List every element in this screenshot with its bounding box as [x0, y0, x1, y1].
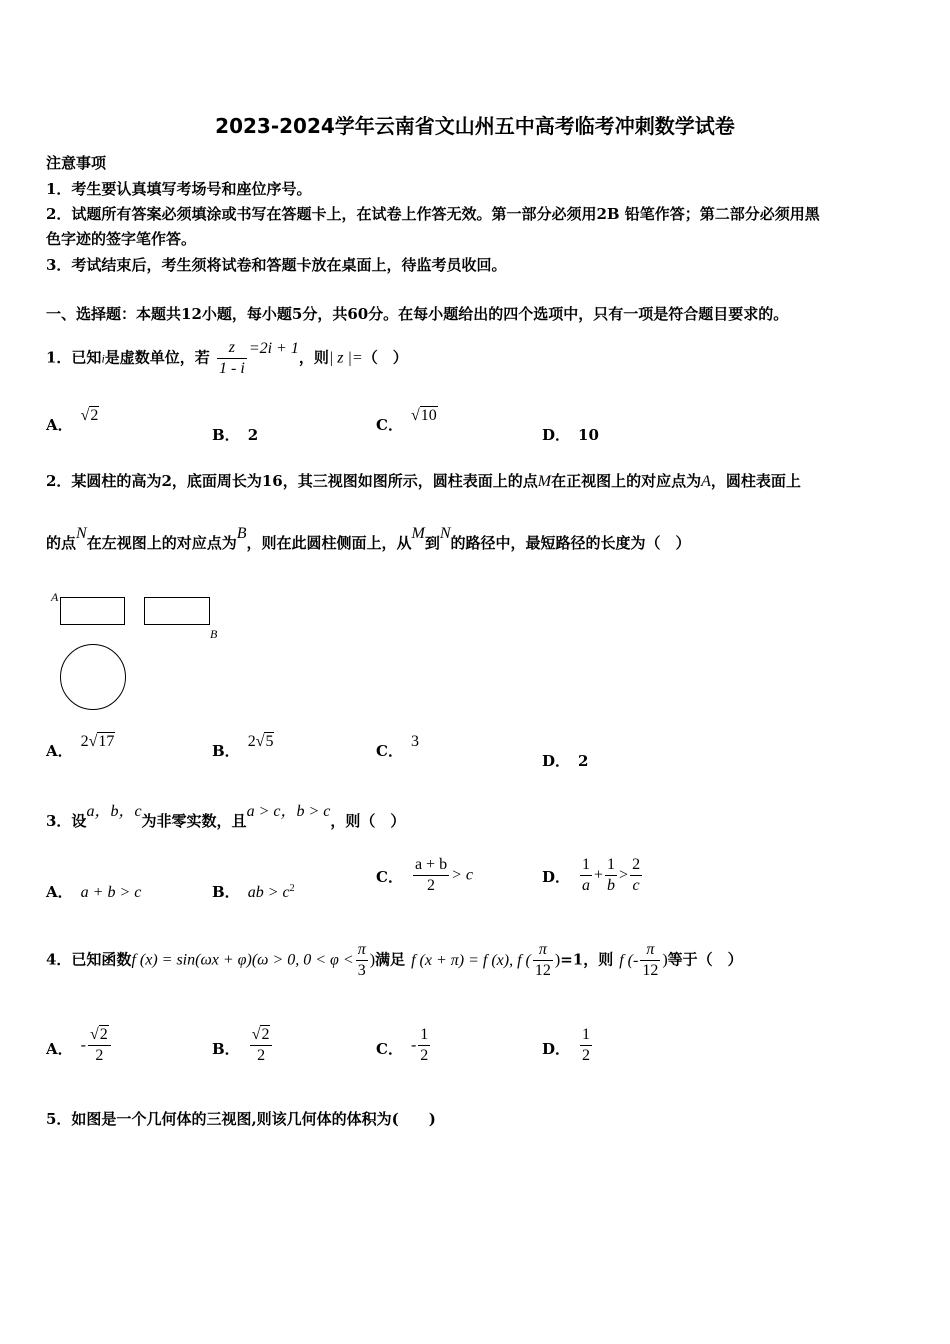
side-view-rect	[144, 597, 210, 625]
q1-equation: =2i + 1	[248, 339, 299, 357]
question-3: 3．设a，b，c为非零实数，且a > c，b > c，则（ ）	[46, 803, 406, 830]
notice-item-2: 2．试题所有答案必须填涂或书写在答题卡上，在试卷上作答无效。第一部分必须用2B 铅笔作答；第二部分必须用黑	[46, 205, 820, 223]
q1-post2: （ ）	[362, 348, 408, 367]
q1-mid: 是虚数单位，若	[104, 348, 210, 367]
q2-option-b[interactable]: B．2√5	[212, 733, 274, 760]
notice-item-3: 3．考试结束后，考生须将试卷和答题卡放在桌面上，待监考员收回。	[46, 256, 507, 274]
q3-option-a[interactable]: A． a + b > c	[46, 883, 142, 901]
q2-option-d[interactable]: D． 2	[542, 752, 589, 770]
question-5: 5．如图是一个几何体的三视图,则该几何体的体积为( )	[46, 1110, 436, 1128]
q1-pre: 1．已知	[46, 348, 102, 367]
page-title: 2023-2024学年云南省文山州五中高考临考冲刺数学试卷	[215, 114, 735, 138]
notice-heading: 注意事项	[46, 154, 107, 172]
q1-abs-z: | z |=	[328, 349, 363, 367]
q4-option-b[interactable]: B． $\frac{√2}{2}$	[212, 1025, 274, 1066]
figure-label-b: B	[210, 627, 218, 641]
q2-option-c[interactable]: C．3	[376, 733, 419, 760]
q4-option-c[interactable]: C． - $\frac{1}{2}$	[376, 1026, 429, 1064]
question-2-line-1: 2．某圆柱的高为2，底面周长为16，其三视图如图所示，圆柱表面上的点M在正视图上的对应点为A，圆柱表面上	[46, 472, 801, 490]
figure-label-a: A	[51, 590, 59, 604]
notice-item-1: 1．考生要认真填写考场号和座位序号。	[46, 180, 312, 198]
q2-option-a[interactable]: A．2√17	[46, 733, 115, 760]
q1-option-d[interactable]: D． 10	[542, 426, 599, 444]
section-heading: 一、选择题：本题共12小题，每小题5分，共60分。在每小题给出的四个选项中，只有一项是符合题目要求的。	[46, 305, 789, 323]
front-view-rect	[60, 597, 125, 625]
question-4: 4．已知函数f (x) = sin(ωx + φ)(ω > 0, 0 < φ < $\frac{\pi}{3}$ )满足 f (x + π) = f (x), f ( $\frac{\pi}{12}$ )=1，则 f (- $\frac{\pi}{12}$ )等于（ ）	[46, 941, 743, 979]
q1-option-b[interactable]: B． 2	[212, 426, 259, 444]
q1-option-a[interactable]: A．√2	[46, 407, 99, 434]
question-2-line-2: 的点N在左视图上的对应点为B，则在此圆柱侧面上，从M到N的路径中，最短路径的长度为（ ）	[46, 525, 691, 552]
q3-option-b[interactable]: B． ab > $c^2$	[212, 883, 295, 901]
q4-option-a[interactable]: A． - $\frac{√2}{2}$	[46, 1025, 113, 1066]
q1-option-c[interactable]: C．√10	[376, 407, 437, 434]
notice-item-2-cont: 色字迹的签字笔作答。	[46, 230, 197, 248]
q3-option-c[interactable]: C． $\frac{a + b}{2}$ > c	[376, 856, 473, 894]
question-1	[46, 338, 408, 379]
q4-option-d[interactable]: D． $\frac{1}{2}$	[542, 1026, 591, 1064]
top-view-circle	[60, 644, 126, 710]
q1-fraction: $\frac{z}{1 - i}$	[219, 339, 245, 377]
q1-post1: ，则	[298, 348, 329, 367]
q3-option-d[interactable]: D． $\frac{1}{a}$ + $\frac{1}{b}$ > $\frac{2}{c}$	[542, 856, 641, 894]
q1-i: i	[101, 351, 105, 366]
